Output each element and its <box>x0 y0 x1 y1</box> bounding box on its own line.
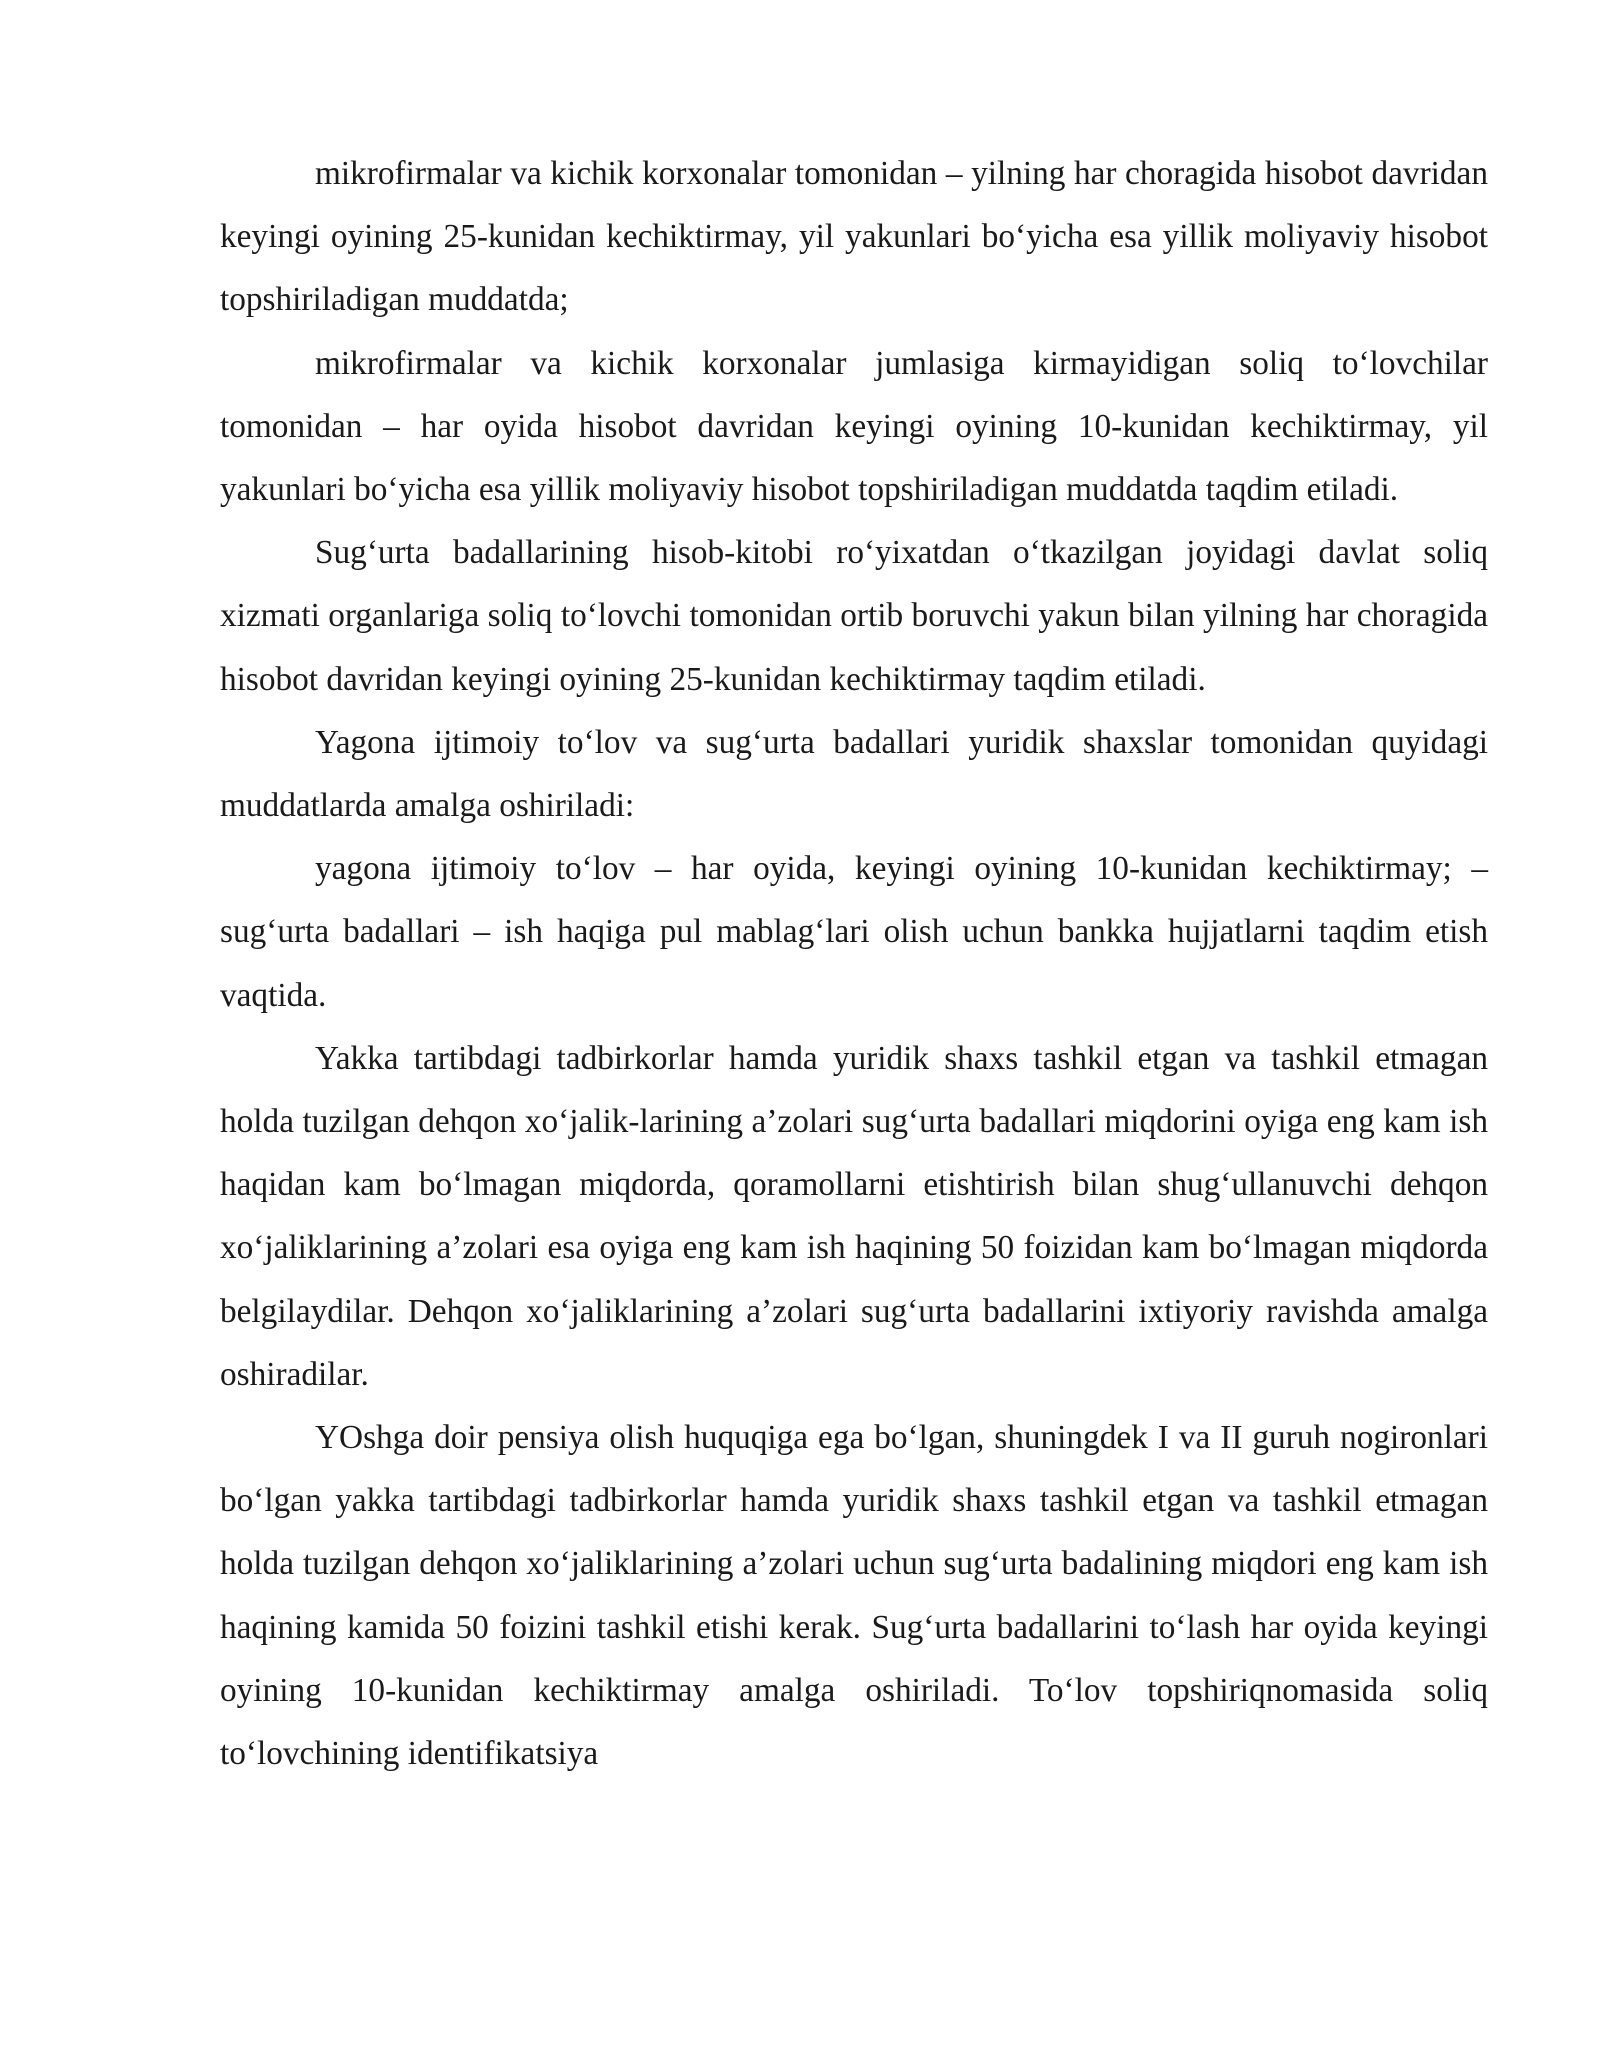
paragraph-entrepreneurs-contributions: Yakka tartibdagi tadbirkorlar hamda yuridik shaxs tashkil etgan va tashkil etmagan holda tuzilgan dehqon xo‘jalik-larining a’zolari sug‘urta badallari miqdorini oyiga eng kam ish haqidan kam bo‘lmagan miqdorda, qoramollarni etishtirish bilan shug‘ullanuvchi dehqon xo‘jaliklarining a’zolari esa oyiga eng kam ish haqining 50 foizidan kam bo‘lmagan miqdorda belgilaydilar. Dehqon xo‘jaliklarining a’zolari sug‘urta badallarini ixtiyoriy ravishda amalga oshiradilar. <box>220 1039 1488 1393</box>
paragraph-other-taxpayers-deadline: mikrofirmalar va kichik korxonalar jumlasiga kirmayidigan soliq to‘lovchilar tomonidan – har oyida hisobot davridan keyingi oyining 10-kunidan kechiktirmay, yil yakunlari bo‘yicha esa yillik moliyaviy hisobot topshiriladigan muddatda taqdim etiladi. <box>220 344 1488 509</box>
paragraph-insurance-calculation: Sug‘urta badallarining hisob-kitobi ro‘yixatdan o‘tkazilgan joyidagi davlat soliq xizmati organlariga soliq to‘lovchi tomonidan ortib boruvchi yakun bilan yilning har choragida hisobot davridan keyingi oyining 25-kunidan kechiktirmay taqdim etiladi. <box>220 534 1488 698</box>
paragraph-payment-terms-intro: Yagona ijtimoiy to‘lov va sug‘urta badallari yuridik shaxslar tomonidan quyidagi muddatlarda amalga oshiriladi: <box>220 723 1488 825</box>
paragraph-pension-age-contributions: YOshga doir pensiya olish huquqiga ega bo‘lgan, shuningdek I va II guruh nogironlari bo‘lgan yakka tartibdagi tadbirkorlar hamda yuridik shaxs tashkil etgan va tashkil etmagan holda tuzilgan dehqon xo‘jaliklarining a’zolari uchun sug‘urta badalining miqdori eng kam ish haqining kamida 50 foizini tashkil etishi kerak. Sug‘urta badallarini to‘lash har oyida keyingi oyining 10-kunidan kechiktirmay amalga oshiriladi. To‘lov topshiriqnomasida soliq to‘lovchining identifikatsiya <box>220 1419 1488 1773</box>
document-page <box>220 142 1488 1785</box>
paragraph-microfirms-deadline: mikrofirmalar va kichik korxonalar tomonidan – yilning har choragida hisobot davridan keyingi oyining 25-kunidan kechiktirmay, yil yakunlari bo‘yicha esa yillik moliyaviy hisobot topshiriladigan muddatda; <box>220 155 1488 319</box>
paragraph-payment-terms-list: yagona ijtimoiy to‘lov – har oyida, keyingi oyining 10-kunidan kechiktirmay; – sug‘urta badallari – ish haqiga pul mablag‘lari olish uchun bankka hujjatlarni taqdim etish vaqtida. <box>220 850 1488 1014</box>
